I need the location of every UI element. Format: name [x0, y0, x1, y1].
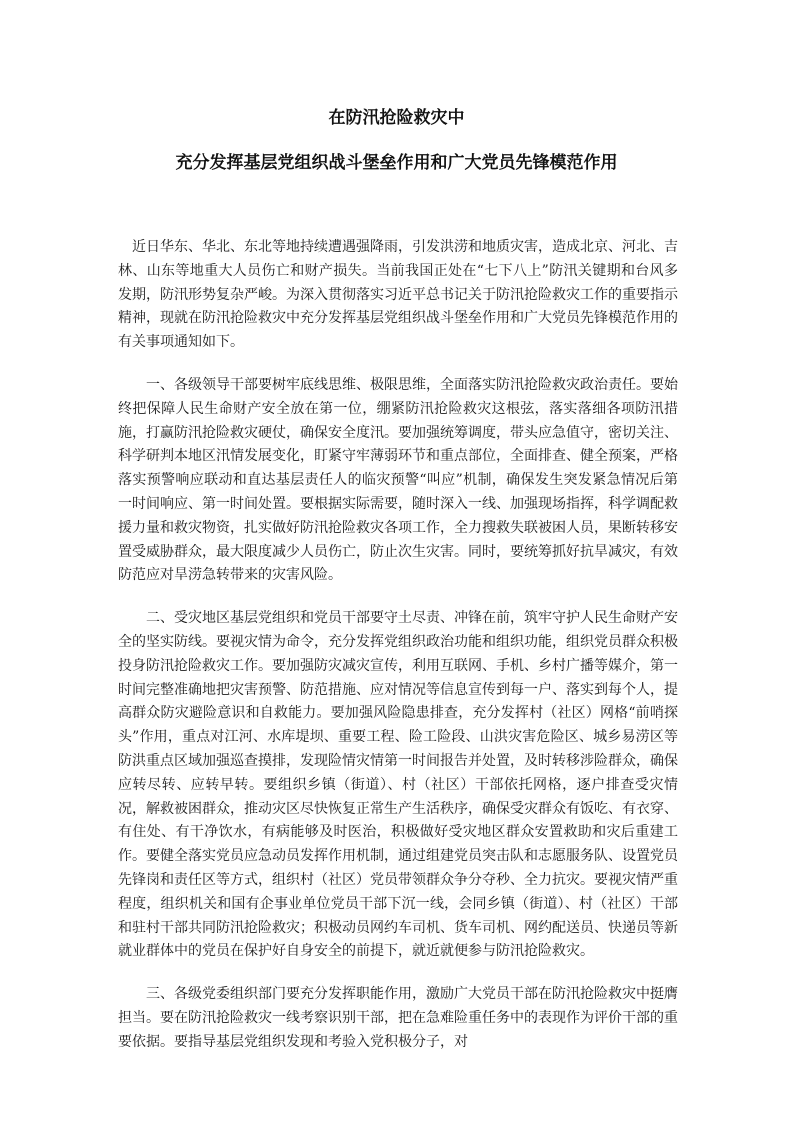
paragraph-section-1: 一、各级领导干部要树牢底线思维、极限思维，全面落实防汛抢险救灾政治责任。要始终把保障人民生命财产安全放在第一位，绷紧防汛抢险救灾这根弦，落实落细各项防汛措施，打赢防汛抢险救灾硬仗，确保安全度汛。要加强统筹调度，带头应急值守，密切关注、科学研判本地区汛情发展变化，盯紧守牢薄弱环节和重点部位，全面排查、健全预案，严格落实预警响应联动和直达基层责任人的临灾预警“叫应”机制，确保发生突发紧急情况后第一时间响应、第一时间处置。要根据实际需要，随时深入一线、加强现场指挥，科学调配救援力量和救灾物资，扎实做好防汛抢险救灾各项工作，全力搜救失联被困人员，果断转移安置受威胁群众，最大限度减少人员伤亡，防止次生灾害。同时，要统筹抓好抗旱减灾，有效防范应对旱涝急转带来的灾害风险。 — [118, 376, 678, 584]
document-title-line-1: 在防汛抢险救灾中 — [328, 108, 465, 128]
paragraph-section-3: 三、各级党委组织部门要充分发挥职能作用，激励广大党员干部在防汛抢险救灾中挺膺担当。要在防汛抢险救灾一线考察识别干部，把在急难险重任务中的表现作为评价干部的重要依据。要指导基层党组织发现和考验入党积极分子，对 — [118, 986, 678, 1050]
document-title-line-2: 充分发挥基层党组织战斗堡垒作用和广大党员先锋模范作用 — [175, 153, 618, 173]
document-body — [118, 236, 678, 1074]
paragraph-section-2: 二、受灾地区基层党组织和党员干部要守土尽责、冲锋在前，筑牢守护人民生命财产安全的坚实防线。要视灾情为命令，充分发挥党组织政治功能和组织功能，组织党员群众积极投身防汛抢险救灾工作。要加强防灾减灾宣传，利用互联网、手机、乡村广播等媒介，第一时间完整准确地把灾害预警、防范措施、应对情况等信息宣传到每一户、落实到每个人，提高群众防灾避险意识和自救能力。要加强风险隐患排查，充分发挥村（社区）网格“前哨探头”作用，重点对江河、水库堤坝、重要工程、险工险段、山洪灾害危险区、城乡易涝区等防洪重点区域加强巡查摸排，发现险情灾情第一时间报告并处置，及时转移涉险群众，确保应转尽转、应转早转。要组织乡镇（街道）、村（社区）干部依托网格，逐户排查受灾情况，解救被困群众，推动灾区尽快恢复正常生产生活秩序，确保受灾群众有饭吃、有衣穿、有住处、有干净饮水，有病能够及时医治，积极做好受灾地区群众安置救助和灾后重建工作。要健全落实党员应急动员发挥作用机制，通过组建党员突击队和志愿服务队、设置党员先锋岗和责任区等方式，组织村（社区）党员带领群众争分夺秒、全力抗灾。要视灾情严重程度，组织机关和国有企事业单位党员干部下沉一线，会同乡镇（街道）、村（社区）干部和驻村干部共同防汛抢险救灾；积极动员网约车司机、货车司机、网约配送员、快递员等新就业群体中的党员在保护好自身安全的前提下，就近就便参与防汛抢险救灾。 — [118, 610, 678, 960]
intro-paragraph: 近日华东、华北、东北等地持续遭遇强降雨，引发洪涝和地质灾害，造成北京、河北、吉林、山东等地重大人员伤亡和财产损失。当前我国正处在“七下八上”防汛关键期和台风多发期，防汛形势复杂严峻。为深入贯彻落实习近平总书记关于防汛抢险救灾工作的重要指示精神，现就在防汛抢险救灾中充分发挥基层党组织战斗堡垒作用和广大党员先锋模范作用的有关事项通知如下。 — [118, 239, 678, 351]
